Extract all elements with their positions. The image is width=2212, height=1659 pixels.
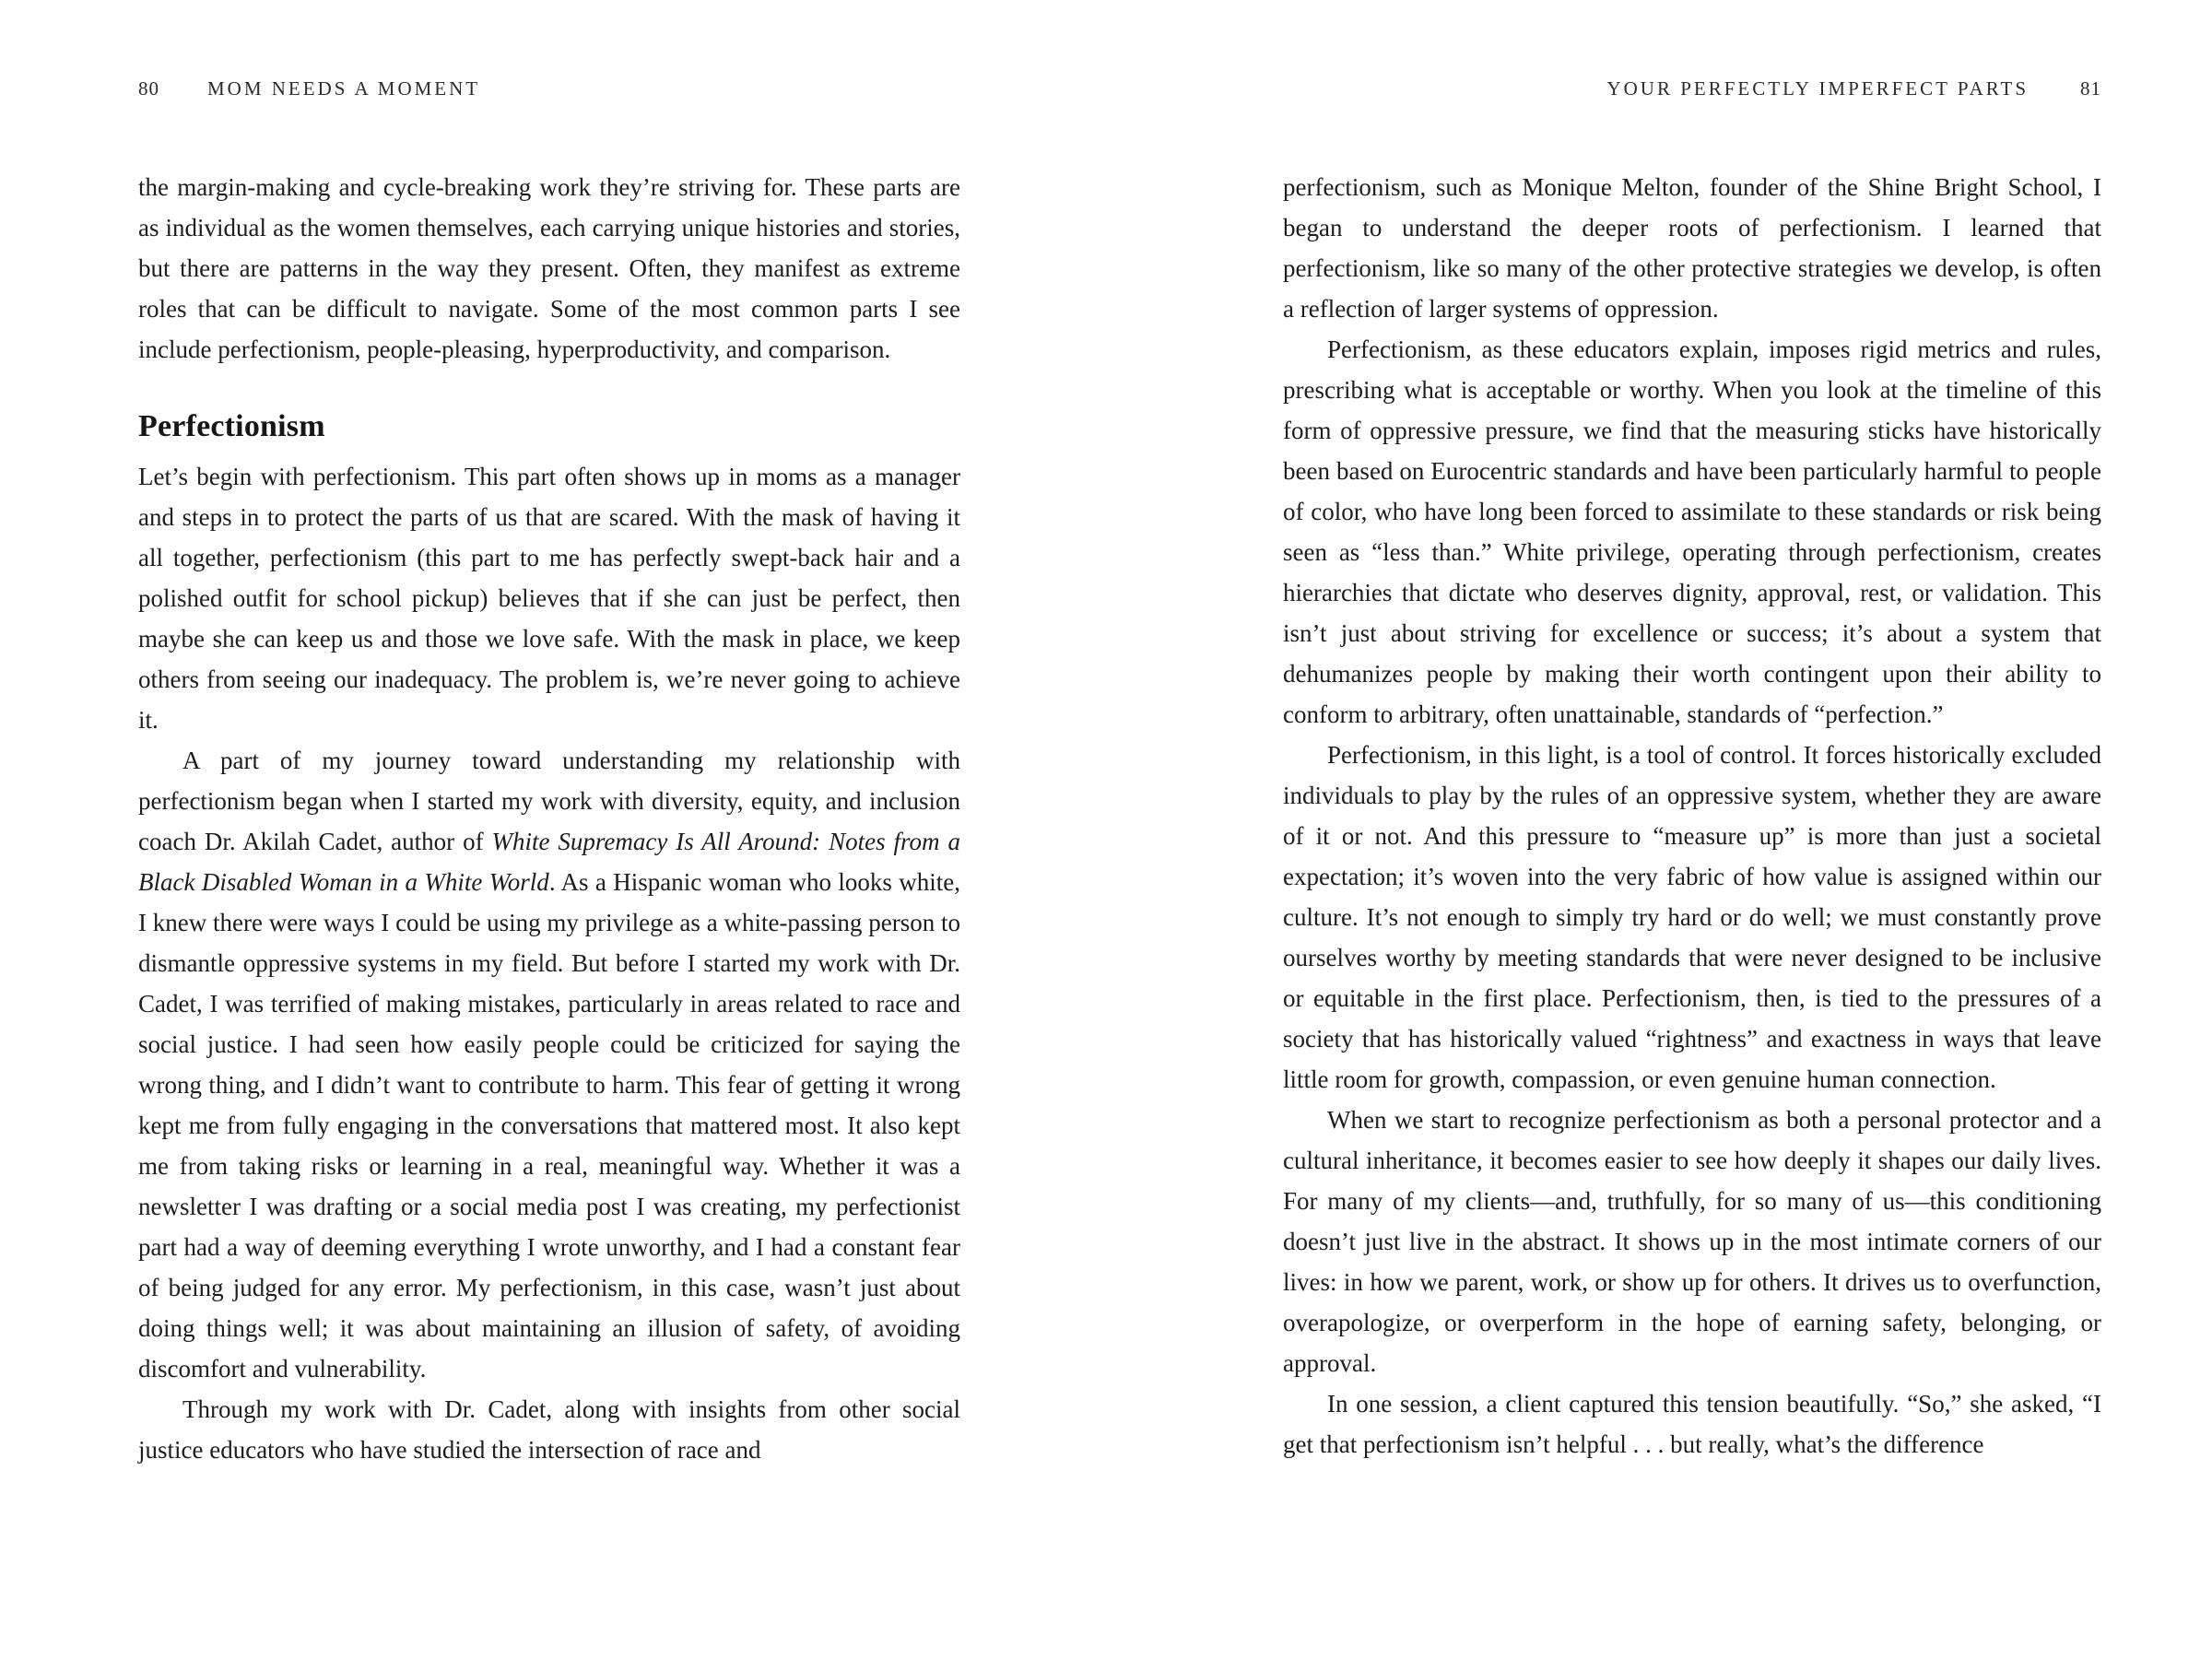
page-number-right: 81 xyxy=(2080,77,2101,100)
page-right xyxy=(1106,0,2212,1659)
paragraph: perfectionism, such as Monique Melton, founder of the Shine Bright School, I began to understand the deeper roots of perfectionism. I learned that perfectionism, like so many of the other protective strategies we develop, is often a reflection of larger systems of oppression. xyxy=(1283,173,2101,323)
paragraph: Let’s begin with perfectionism. This part often shows up in moms as a manager and steps in to protect the parts of us that are scared. With the mask of having it all together, perfectionism (this part to me has perfectly swept-back hair and a polished outfit for school pickup) believes that if she can just be perfect, then maybe she can keep us and those we love safe. With the mask in place, we keep others from seeing our inadequacy. The problem is, we’re never going to achieve it. xyxy=(138,463,960,734)
paragraph: Perfectionism, as these educators explain, imposes rigid metrics and rules, prescribing what is acceptable or worthy. When you look at the timeline of this form of oppressive pressure, we find that the measuring sticks have historically been based on Eurocentric standards and have been particularly harmful to people of color, who have long been forced to assimilate to these standards or risk being seen as “less than.” White privilege, operating through perfectionism, creates hierarchies that dictate who deserves dignity, approval, rest, or validation. This isn’t just about striving for excellence or success; it’s about a system that dehumanizes people by making their worth contingent upon their ability to conform to arbitrary, often unattainable, standards of “perfection.” xyxy=(1283,335,2101,728)
paragraph xyxy=(138,740,960,1389)
page-body-left xyxy=(138,167,960,1470)
page-header-left xyxy=(138,77,960,100)
text-segment: . As a Hispanic woman who looks white, I knew there were ways I could be using my privilege as a white-passing person to dismantle oppressive systems in my field. But before I started my work with Dr. Cadet, I was terrified of making mistakes, particularly in areas related to race and social justice. I had seen how easily people could be criticized for saying the wrong thing, and I didn’t want to contribute to harm. This fear of getting it wrong kept me from fully engaging in the conversations that mattered most. It also kept me from taking risks or learning in a real, meaningful way. Whether it was a newsletter I was drafting or a social media post I was creating, my perfectionist part had a way of deeming everything I wrote unworthy, and I had a constant fear of being judged for any error. My perfectionism, in this case, wasn’t just about doing things well; it was about maintaining an illusion of safety, of avoiding discomfort and vulnerability. xyxy=(138,868,960,1382)
page-number-left: 80 xyxy=(138,77,159,100)
paragraph: the margin-making and cycle-breaking work they’re striving for. These parts are as individual as the women themselves, each carrying unique histories and stories, but there are patterns in the way they present. Often, they manifest as extreme roles that can be difficult to navigate. Some of the most common parts I see include perfectionism, people-pleasing, hyperproductivity, and comparison. xyxy=(138,173,960,363)
running-head-left: MOM NEEDS A MOMENT xyxy=(207,77,481,100)
text-segment: A part of my journey toward understanding my relationship with perfectionism began when I started my work with diversity, equity, and inclusion coach Dr. Akilah Cadet, author of xyxy=(138,747,960,855)
page-header-right xyxy=(1283,77,2101,100)
book-title-italic: White Supremacy Is All Around: Notes from a Black Disabled Woman in a White World xyxy=(138,828,960,896)
running-head-right: YOUR PERFECTLY IMPERFECT PARTS xyxy=(1606,77,2029,100)
paragraph: In one session, a client captured this tension beautifully. “So,” she asked, “I get that perfectionism isn’t helpful . . . but really, what’s the difference xyxy=(1283,1390,2101,1458)
paragraph: Perfectionism, in this light, is a tool of control. It forces historically excluded individuals to play by the rules of an oppressive system, whether they are aware of it or not. And this pressure to “measure up” is more than just a societal expectation; it’s woven into the very fabric of how value is assigned within our culture. It’s not enough to simply try hard or do well; we must constantly prove ourselves worthy by meeting standards that were never designed to be inclusive or equitable in the first place. Perfectionism, then, is tied to the pressures of a society that has historically valued “rightness” and exactness in ways that leave little room for growth, compassion, or even genuine human connection. xyxy=(1283,741,2101,1093)
section-heading: Perfectionism xyxy=(138,409,325,443)
paragraph: When we start to recognize perfectionism as both a personal protector and a cultural inheritance, it becomes easier to see how deeply it shapes our daily lives. For many of my clients—and, truthfully, for so many of us—this conditioning doesn’t just live in the abstract. It shows up in the most intimate corners of our lives: in how we parent, work, or show up for others. It drives us to overfunction, overapologize, or overperform in the hope of earning safety, belonging, or approval. xyxy=(1283,1106,2101,1377)
paragraph: Through my work with Dr. Cadet, along with insights from other social justice educators who have studied the intersection of race and xyxy=(138,1395,960,1464)
page-body-right xyxy=(1283,167,2101,1465)
